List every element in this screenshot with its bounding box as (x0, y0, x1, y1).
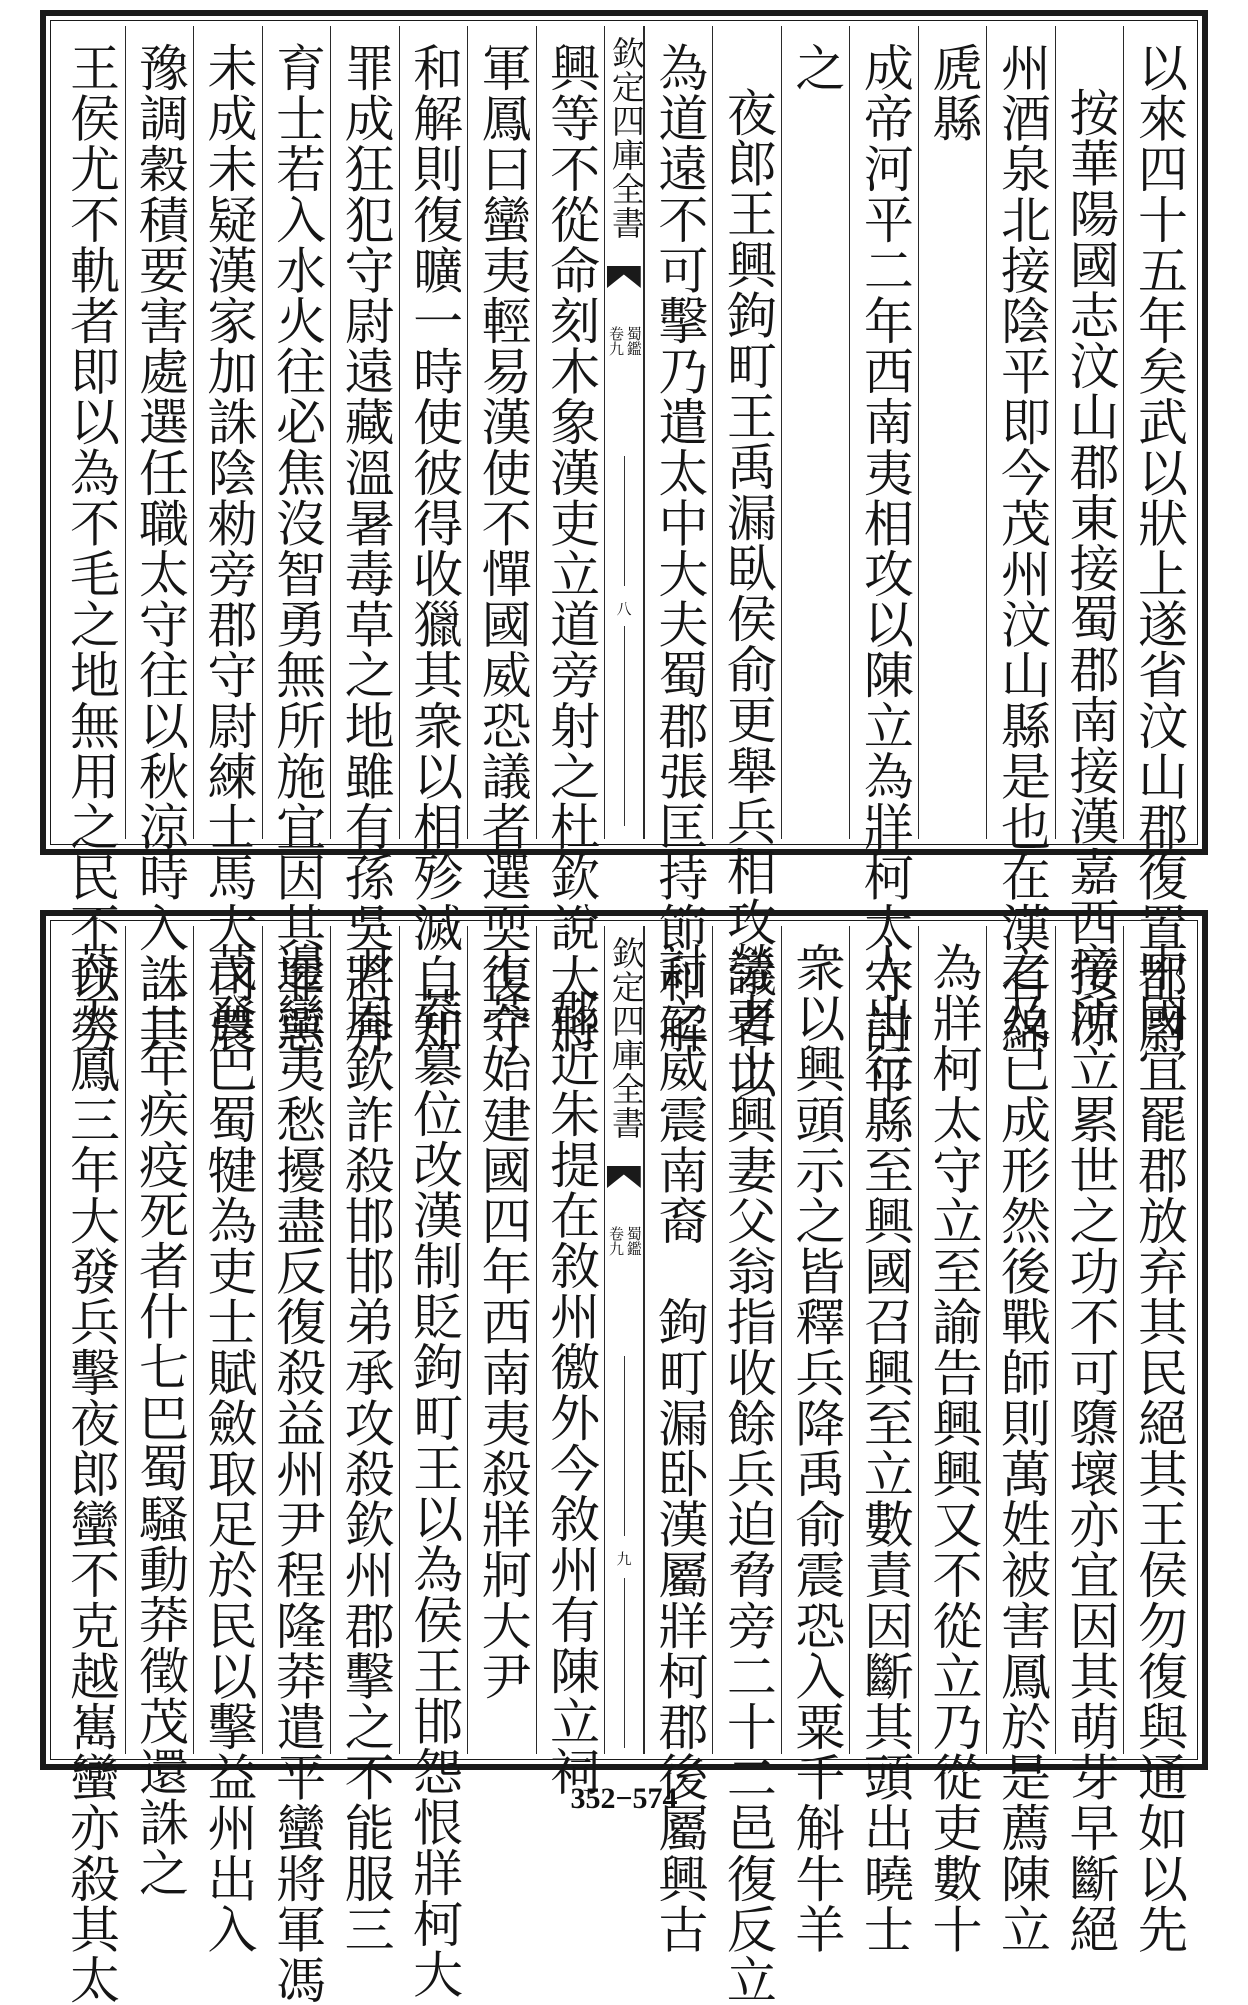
column-text: 王侯尤不軌者即以為不毛之地無用之民不以勞 (62, 42, 121, 1054)
center-gutter (604, 26, 644, 839)
volume-label (605, 326, 643, 356)
volume-label (605, 1226, 643, 1256)
text-column (1123, 26, 1192, 1054)
gutter-rule (624, 456, 625, 586)
folio-number: 九 (616, 1550, 632, 1568)
column-text: 虒縣 (924, 42, 983, 144)
column-text: 邊蠻夷愁擾盡反復殺益州尹程隆莽遣平蠻將軍馮 (268, 942, 327, 2005)
column-text: 按華陽國志汶山郡東接蜀郡南接漢嘉西接涼 (1061, 87, 1120, 1049)
column-text: 夜郎王興鉤町王禹漏臥侯俞更舉兵相攻議者以 (718, 87, 777, 1099)
volume-number: 卷九 (607, 1226, 625, 1256)
volume-number: 卷九 (607, 326, 625, 356)
column-text: 以來四十五年矣武以狀上遂省汶山郡復置都尉 (1129, 42, 1188, 1054)
text-column (986, 26, 1055, 1054)
text-column (849, 926, 918, 1954)
text-column (1123, 926, 1192, 1954)
text-column (1055, 26, 1124, 1049)
running-title: 欽定四庫全書 (606, 36, 646, 240)
column-text: 莽簒位改漢制貶鉤町王以為侯王邯怨恨牂柯大 (405, 987, 464, 1999)
column-text: 為牂柯太守立至諭告興興又不從立乃從吏數十 (924, 942, 983, 1954)
text-column (918, 26, 987, 839)
column-text: 之及已成形然後戰師則萬姓被害鳳於是薦陳立 (992, 942, 1051, 1954)
text-column (56, 926, 125, 2005)
center-gutter (604, 926, 644, 1754)
column-text: 州酒泉北接陰平即今茂州汶山縣是也在漢有綿 (992, 42, 1051, 1054)
fish-tail-mark (607, 1164, 641, 1190)
column-text: 三年疾疫死者什七巴蜀騷動莽徵茂還誅之 (131, 987, 190, 1898)
text-column (849, 26, 918, 1105)
text-column (125, 926, 194, 1898)
column-text: 之 (787, 42, 846, 93)
gutter-rule (624, 1578, 625, 1748)
column-text: 為道遠不可擊乃遣太中大夫蜀郡張匡持節和解 (650, 42, 709, 1054)
text-column (467, 26, 536, 1054)
text-column (644, 26, 713, 1054)
text-column (986, 926, 1055, 1954)
column-text: 興等不從命刻木象漢吏立道旁射之杜欽說大將 (542, 42, 601, 1054)
column-text: 未成未疑漢家加誅陰勑旁郡守尉練士馬大司農 (199, 42, 258, 1054)
column-text: 郡近朱提在敘州徼外今敘州有陳立祠 (542, 987, 601, 1797)
text-column (125, 26, 194, 1054)
column-text: 王莽始建國四年西南夷殺牂牁大尹 (473, 942, 532, 1701)
book-title: 蜀鑑 (624, 326, 643, 356)
column-text: 和解則復曠一時使彼得收獵其衆以相殄滅自知 (405, 42, 464, 1054)
text-column (193, 26, 262, 1054)
column-text: 人出行縣至興國召興至立數責因斷其頭出曉士 (855, 942, 914, 1954)
column-text: 茂發巴蜀犍為吏士賦斂取足於民以擊益州出入 (199, 942, 258, 1954)
running-title: 欽定四庫全書 (606, 936, 646, 1140)
text-column (262, 926, 331, 2005)
column-text: 成帝河平二年西南夷相攻以陳立為牂柯太守討平 (855, 42, 914, 1105)
column-text: 育士若入水火往必焦沒智勇無所施宜因其罪惡 (268, 42, 327, 1054)
text-column (712, 26, 781, 1099)
text-column (712, 926, 781, 2005)
column-text: 中國宜罷郡放弃其民絕其王侯勿復與通如以先 (1129, 942, 1188, 1954)
footer-page-number: 352−574 (570, 1782, 678, 1815)
column-text: 帝所立累世之功不可隳壞亦宜因其萌芽早斷絕 (1061, 942, 1120, 1954)
book-title: 蜀鑑 (624, 1226, 643, 1256)
text-column (536, 26, 605, 1054)
gutter-rule (624, 626, 625, 826)
text-column (399, 926, 468, 1999)
page-upper (40, 10, 1208, 1105)
text-column (262, 26, 331, 1054)
column-text: 豫調穀積要害處選任職太守往以秋涼時入誅其 (131, 42, 190, 1054)
text-column (330, 926, 399, 1954)
column-text: 罪成狂犯守尉遠藏溫暑毒草之地雖有孫吳將奔 (336, 42, 395, 1054)
column-text: 勞吏士興妻父翁指收餘兵迫脅旁二十二邑復反立 (718, 942, 777, 2005)
column-text: 討之威震南裔 鉤町漏卧漢屬牂柯郡後屬興古 (650, 942, 709, 1954)
column-text: 軍鳳曰蠻夷輕易漢使不憚國威恐議者選耎復守 (473, 42, 532, 1054)
text-column (644, 926, 713, 1954)
text-column (56, 26, 125, 1054)
text-column (536, 926, 605, 1797)
text-column (781, 26, 850, 839)
text-column (1055, 926, 1124, 1954)
text-column (399, 26, 468, 1054)
folio-number: 八 (616, 600, 632, 618)
column-text: 莽天鳳三年大發兵擊夜郎蠻不克越嶲蠻亦殺其太 (62, 942, 121, 2005)
column-text: 尹周欽詐殺邯邯弟承攻殺欽州郡擊之不能服三 (336, 942, 395, 1954)
fish-tail-mark (607, 264, 641, 290)
text-column (918, 926, 987, 1954)
text-columns (56, 26, 1192, 1105)
text-column (467, 926, 536, 1754)
text-column (781, 926, 850, 1954)
gutter-rule (624, 1356, 625, 1536)
text-column (330, 26, 399, 1054)
column-text: 衆以興頭示之皆釋兵降禹俞震恐入粟千斛牛羊 (787, 942, 846, 1954)
text-column (193, 926, 262, 1954)
